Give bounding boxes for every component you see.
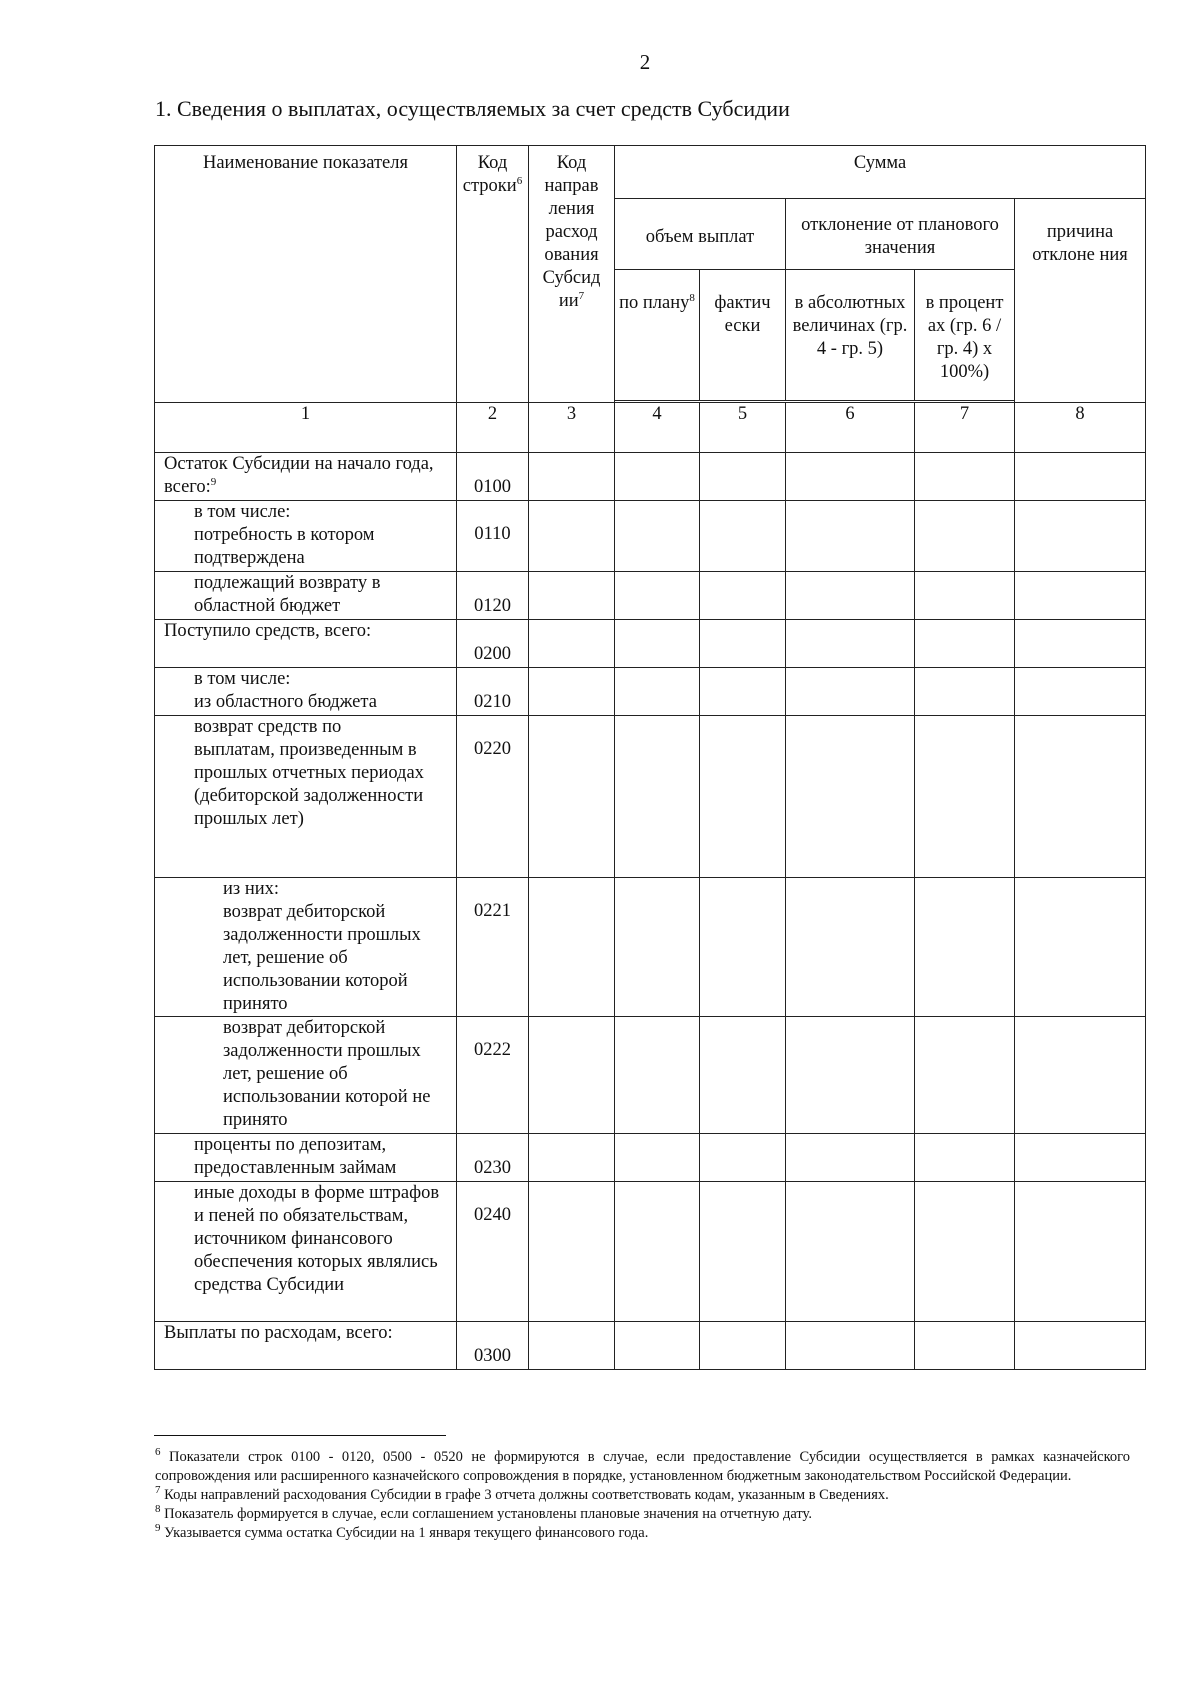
header-direction-code: Код направ ления расход ования Субсид $ии^7$ [529,146,615,403]
row-code: 0110 [457,501,529,572]
row-code: 0221 [457,878,529,1017]
row-label: возврат дебиторской задолженности прошлых лет, решение об использовании которой не принято [155,1017,457,1134]
row-code: 0100 [457,453,529,501]
header-planned: по плану$^8$ [615,270,700,401]
row-label: подлежащий возврату в областной бюджет [155,572,457,620]
header-absolute-deviation: в абсолютных величинах (гр. 4 - гр. 5) [786,270,915,401]
payments-table [154,145,1146,1370]
header-deviation-reason: причина отклоне ния [1015,199,1146,403]
footnote: $^7$ Коды направлений расходования Субсидии в графе 3 отчета должны соответствовать кодам, указанным в Сведениях. [155,1484,889,1503]
row-label: проценты по депозитам, предоставленным займам [155,1134,457,1182]
section-heading: 1. Сведения о выплатах, осуществляемых за счет средств Субсидии [155,96,790,121]
row-code: 0300 [457,1322,529,1370]
table-row [155,1134,1146,1182]
footnote-separator [154,1435,446,1436]
row-code: 0120 [457,572,529,620]
table-row [155,453,1146,501]
table-row [155,501,1146,572]
row-code: 0210 [457,668,529,716]
row-code: 0200 [457,620,529,668]
column-number: 8 [1015,403,1146,453]
row-label: Поступило средств, всего: [155,620,457,668]
column-number: 7 [915,403,1015,453]
column-number: 4 [615,403,700,453]
header-deviation: отклонение от планового значения [786,199,1015,270]
column-number: 5 [700,403,786,453]
header-payment-volume: объем выплат [615,199,786,270]
row-code: 0222 [457,1017,529,1134]
table-row [155,1322,1146,1370]
header-line-code: Код строки$^6$ [457,146,529,403]
row-label: в том числе: из областного бюджета [155,668,457,716]
row-code: 0220 [457,716,529,878]
footnote: $^6$ Показатели строк 0100 - 0120, 0500 - 0520 не формируются в случае, если предоставление Субсидии осуществляется в рамках казначейского сопровождения или расширенного казначейского сопровождения в порядке, установленном бюджетным законодательством Российской Федерации. [155,1446,1131,1484]
column-numbers-row [155,403,1146,453]
page-number: 2 [639,50,651,74]
header-percent-deviation: в процент ах (гр. 6 / гр. 4) x 100%) [915,270,1015,401]
row-label: Выплаты по расходам, всего: [155,1322,457,1370]
footnotes [155,1448,1130,1543]
column-number: 2 [457,403,529,453]
row-label: в том числе: потребность в котором подтверждена [155,501,457,572]
table-row [155,1182,1146,1322]
row-code: 0240 [457,1182,529,1322]
table-row [155,1017,1146,1134]
row-label: возврат средств по выплатам, произведенным в прошлых отчетных периодах (дебиторской задолженности прошлых лет) [155,716,457,878]
row-label: иные доходы в форме штрафов и пеней по обязательствам, источником финансового обеспечения которых являлись средства Субсидии [155,1182,457,1322]
table-row [155,668,1146,716]
table-row [155,572,1146,620]
row-label: Остаток Субсидии на начало года, всего:$^9$ [155,453,457,501]
footnote: $^8$ Показатель формируется в случае, если соглашением установлены плановые значения на отчетную дату. [155,1503,812,1522]
table-row [155,620,1146,668]
table-row [155,878,1146,1017]
column-number: 6 [786,403,915,453]
header-sum: Сумма [615,146,1146,199]
header-indicator-name: Наименование показателя [155,146,457,403]
header-actual: фактич ески [700,270,786,401]
column-number: 1 [155,403,457,453]
table-row [155,716,1146,878]
footnote: $^9$ Указывается сумма остатка Субсидии на 1 января текущего финансового года. [155,1522,649,1541]
row-code: 0230 [457,1134,529,1182]
row-label: из них: возврат дебиторской задолженности прошлых лет, решение об использовании которой принято [155,878,457,1017]
column-number: 3 [529,403,615,453]
